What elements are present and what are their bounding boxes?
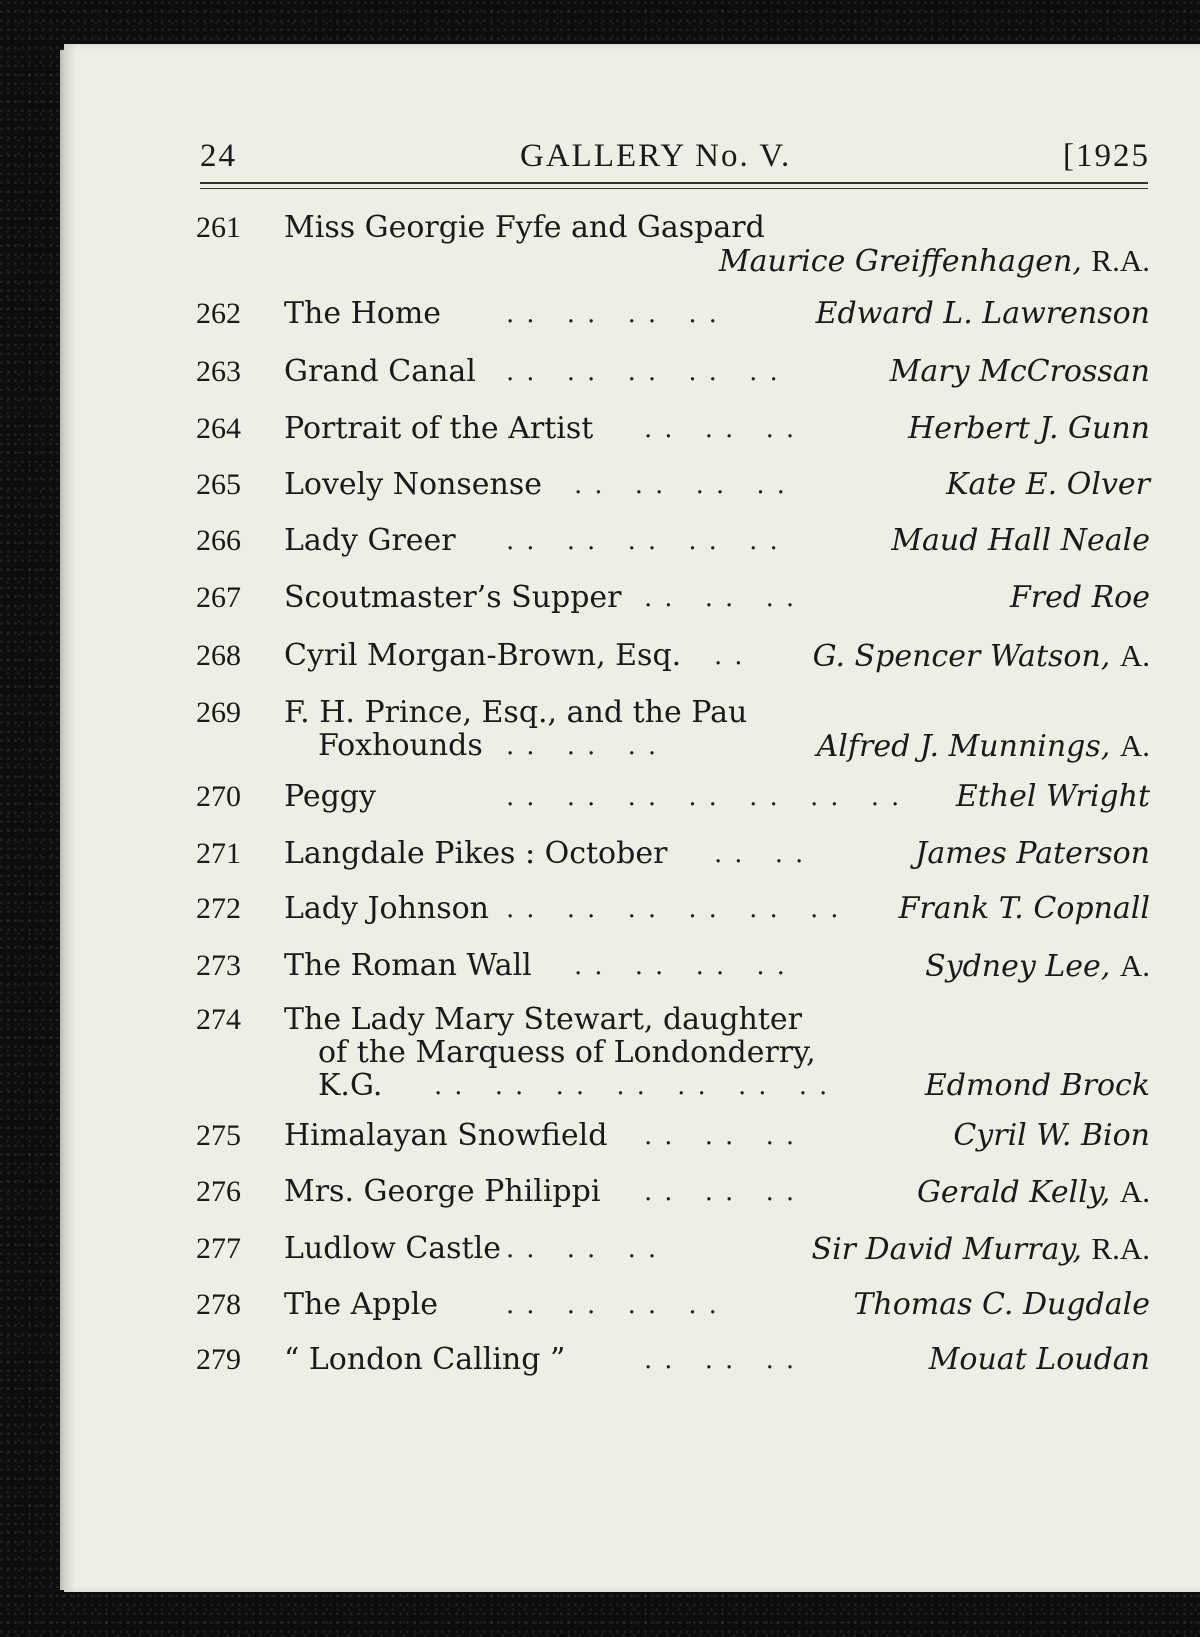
entry-number: 264: [196, 412, 241, 445]
dot-leader: .. .. .. ..: [574, 470, 797, 500]
artist-name: Mary McCrossan: [889, 354, 1150, 389]
entry-number: 267: [196, 581, 241, 614]
entry-title: Lady Greer: [284, 523, 456, 558]
entry-number: 271: [196, 837, 241, 870]
artist-name: James Paterson: [915, 836, 1150, 871]
entry-artist: [946, 469, 1150, 501]
entry-number: 279: [196, 1343, 241, 1376]
entry-number: 274: [196, 1003, 241, 1036]
entry-number: 276: [196, 1175, 241, 1208]
academy-suffix: A.: [1119, 638, 1150, 673]
entry-artist: [908, 413, 1150, 445]
entry-artist: [956, 781, 1150, 813]
entry-artist: [899, 893, 1150, 925]
header-rule-thin: [200, 188, 1148, 189]
entry-artist: [817, 730, 1150, 763]
entry-title: Scoutmaster’s Supper: [284, 580, 622, 615]
entry-title: Foxhounds: [318, 728, 483, 763]
artist-name: Frank T. Copnall: [898, 891, 1150, 926]
entry-title: The Home: [284, 296, 442, 331]
entry-artist: [953, 1120, 1150, 1152]
entry-artist: [925, 950, 1150, 983]
artist-name: Herbert J. Gunn: [908, 411, 1150, 446]
entry-artist: [915, 838, 1150, 870]
entry-artist: [813, 640, 1150, 673]
entry-artist: [890, 356, 1150, 388]
entry-number: 269: [196, 696, 241, 729]
entry-artist: [816, 298, 1150, 330]
entry-artist: [917, 1176, 1150, 1209]
artist-name: G. Spencer Watson,: [812, 639, 1111, 674]
artist-name: Mouat Loudan: [928, 1342, 1150, 1377]
dot-leader: .. .. .. .. .. .. ..: [506, 782, 912, 812]
entry-artist: [929, 1344, 1150, 1376]
entry-artist: [891, 525, 1150, 557]
dot-leader: ..: [714, 641, 755, 671]
entry-title: The Roman Wall: [284, 948, 532, 983]
entry-title: of the Marquess of Londonderry,: [318, 1035, 816, 1070]
catalogue-entry: [196, 950, 1150, 983]
dot-leader: .. .. .. .. .. ..: [506, 894, 851, 924]
dot-leader: .. .. .. ..: [506, 1290, 729, 1320]
artist-name: Gerald Kelly,: [916, 1175, 1111, 1210]
artist-name: Kate E. Olver: [946, 467, 1150, 502]
catalogue-entry: [196, 640, 1150, 673]
catalogue-entry: [196, 1289, 1150, 1322]
dot-leader: .. .. ..: [644, 414, 807, 444]
entry-title: Lady Johnson: [284, 891, 490, 926]
catalogue-entry: [196, 298, 1150, 331]
dot-leader: .. .. ..: [644, 1121, 807, 1151]
artist-name: Maurice Greiffenhagen,: [718, 244, 1082, 279]
entry-title: Langdale Pikes : October: [284, 836, 668, 871]
entry-number: 270: [196, 780, 241, 813]
artist-name: Cyril W. Bion: [953, 1118, 1150, 1153]
page-number: 24: [200, 138, 237, 174]
artist-name: Sir David Murray,: [811, 1232, 1082, 1267]
dot-leader: .. .. .. .. ..: [506, 526, 790, 556]
page-title: GALLERY No. V.: [520, 138, 792, 174]
dot-leader: .. .. .. ..: [574, 951, 797, 981]
entry-artist: [719, 245, 1150, 278]
dot-leader: .. .. ..: [506, 1234, 669, 1264]
catalogue-entry: [196, 582, 1150, 615]
artist-name: Ethel Wright: [955, 779, 1150, 814]
entry-title: Himalayan Snowfield: [284, 1118, 608, 1153]
entry-number: 272: [196, 892, 241, 925]
artist-name: Edward L. Lawrenson: [815, 296, 1150, 331]
catalogue-entry: [196, 781, 1150, 814]
entry-number: 268: [196, 639, 241, 672]
catalogue-entry: [196, 212, 1150, 278]
dot-leader: .. .. .. .. .. .. ..: [434, 1071, 840, 1101]
catalogue-entry: [196, 413, 1150, 446]
catalogue-entry: [196, 469, 1150, 502]
artist-name: Maud Hall Neale: [891, 523, 1150, 558]
dot-leader: .. .. .. .. ..: [506, 357, 790, 387]
header-rule: [200, 182, 1148, 184]
artist-name: Alfred J. Munnings,: [816, 729, 1111, 764]
catalogue-entry: [196, 1004, 1150, 1103]
entry-artist: [812, 1233, 1150, 1266]
entry-title: Miss Georgie Fyfe and Gaspard: [284, 210, 765, 245]
entry-artist: [1010, 582, 1150, 614]
entry-title: The Lady Mary Stewart, daughter: [284, 1002, 803, 1037]
entry-artist: [853, 1289, 1150, 1321]
entry-title: Lovely Nonsense: [284, 467, 543, 502]
dot-leader: .. .. ..: [644, 1345, 807, 1375]
entry-number: 261: [196, 211, 241, 244]
dot-leader: .. ..: [714, 839, 816, 869]
academy-suffix: A.: [1119, 1174, 1150, 1209]
entry-number: 266: [196, 524, 241, 557]
catalogue-entry: [196, 697, 1150, 763]
academy-suffix: R.A.: [1091, 243, 1150, 278]
catalogue-entry: [196, 356, 1150, 389]
entry-title: Peggy: [284, 779, 376, 814]
artist-name: Edmond Brock: [924, 1068, 1150, 1103]
academy-suffix: A.: [1119, 948, 1150, 983]
entry-title: Ludlow Castle: [284, 1231, 501, 1266]
dot-leader: .. .. ..: [644, 1177, 807, 1207]
entry-number: 273: [196, 949, 241, 982]
artist-name: Thomas C. Dugdale: [853, 1287, 1150, 1322]
dot-leader: .. .. .. ..: [506, 299, 729, 329]
catalogue-entry: [196, 893, 1150, 926]
entry-number: 262: [196, 297, 241, 330]
catalogue-entry: [196, 1176, 1150, 1209]
entry-title: K.G.: [318, 1068, 383, 1103]
entry-title: “ London Calling ”: [284, 1342, 566, 1377]
entry-title: The Apple: [284, 1287, 439, 1322]
artist-name: Fred Roe: [1009, 580, 1150, 615]
dot-leader: .. .. ..: [506, 731, 669, 761]
entry-number: 277: [196, 1232, 241, 1265]
entry-title: Grand Canal: [284, 354, 476, 389]
page-header: [200, 128, 1150, 178]
artist-name: Sydney Lee,: [925, 949, 1111, 984]
catalogue-entry: [196, 525, 1150, 558]
page-year: [1925: [1063, 138, 1150, 174]
entry-number: 263: [196, 355, 241, 388]
catalogue-entry: [196, 1344, 1150, 1377]
dot-leader: .. .. ..: [644, 583, 807, 613]
entry-number: 265: [196, 468, 241, 501]
catalogue-entry: [196, 1233, 1150, 1266]
entry-artist: [925, 1070, 1150, 1102]
entry-number: 275: [196, 1119, 241, 1152]
academy-suffix: A.: [1119, 728, 1150, 763]
entry-title: F. H. Prince, Esq., and the Pau: [284, 695, 748, 730]
entry-title: Mrs. George Philippi: [284, 1174, 601, 1209]
entry-number: 278: [196, 1288, 241, 1321]
catalogue-entry: [196, 838, 1150, 871]
entry-title: Portrait of the Artist: [284, 411, 594, 446]
entry-title: Cyril Morgan-Brown, Esq.: [284, 638, 682, 673]
academy-suffix: R.A.: [1091, 1231, 1150, 1266]
catalogue-entry: [196, 1120, 1150, 1153]
